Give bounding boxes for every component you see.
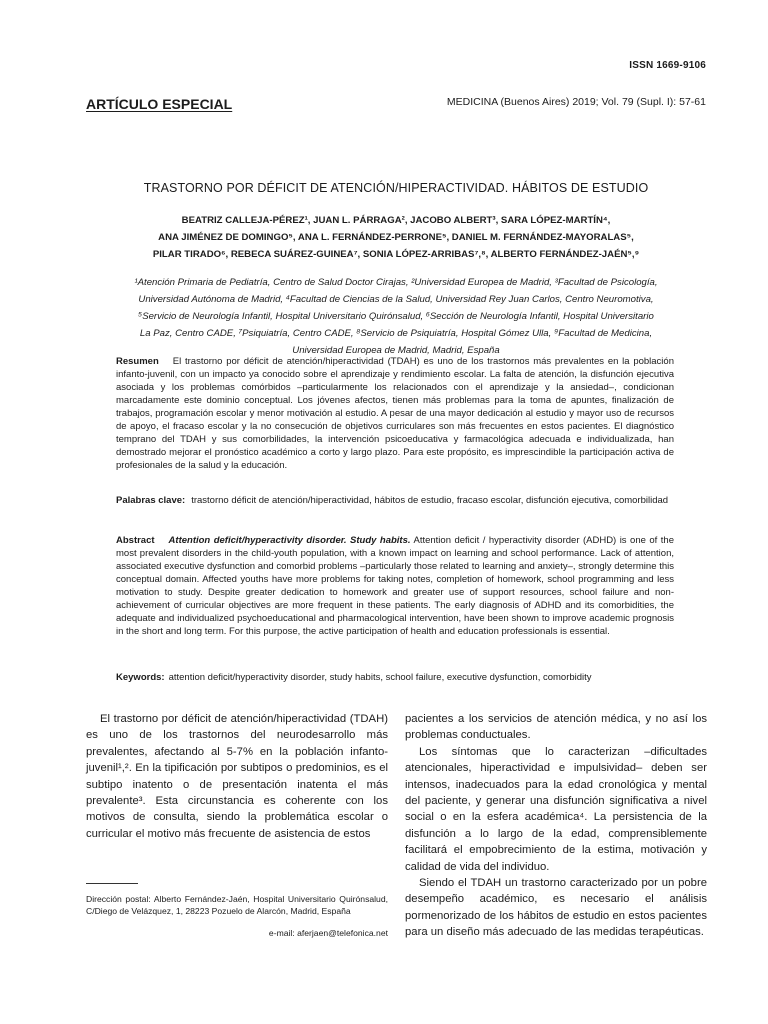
article-title: TRASTORNO POR DÉFICIT DE ATENCIÓN/HIPERACTIVIDAD. HÁBITOS DE ESTUDIO bbox=[143, 181, 649, 195]
resumen-text: El trastorno por déficit de atención/hiperactividad (TDAH) es uno de los trastornos más prevalentes en la población infanto-juvenil, con un impacto ya conocido sobre el aprendizaje y rendimiento escolar. La falta de atención, la disfunción ejecutiva asociada y los problemas comórbidos –particularmente los relacionados con el aprendizaje y la ansiedad–, condicionan marcadamente este dominio conceptual. Los jóvenes afectos, tienen más problemas para la toma de apuntes, finalización de trabajos, programación escolar y menor motivación al estudio. A pesar de una mayor dedicación al estudio y mayor uso de recursos de apoyo, el fracaso escolar y la no consecución de objetivos curriculares son más frecuentes en estos pacientes. El diagnóstico temprano del TDAH y sus comorbilidades, la intervención psicoeducativa y farmacológica adecuada e individualizada, han demostrado mejorar el pronóstico académico a corto y largo plazo. Para este propósito, es imprescindible la participación activa de profesionales de la salud y la educación. bbox=[116, 356, 674, 471]
author-list bbox=[86, 212, 706, 263]
abstract-block bbox=[116, 534, 674, 638]
palabras-clave-label: Palabras clave: bbox=[116, 495, 186, 506]
body-paragraph: Los síntomas que lo caracterizan –dificultades atencionales, hiperactividad e impulsividad– deben ser intensos, inadecuados para la edad cronológica y mental del paciente, y generar una disfunción significativa a nivel social o en la esfera académica⁴. La persistencia de la disfunción a lo largo de la edad, comprensiblemente facilitará el empobrecimiento de la estima, motivación y calidad de vida del individuo. bbox=[405, 745, 707, 873]
keywords-block bbox=[116, 671, 674, 684]
affiliation-line: La Paz, Centro CADE, ⁷Psiquiatría, Centro CADE, ⁸Servicio de Psiquiatría, Hospital Gómez Ulla, ⁹Facultad de Medicina, bbox=[139, 328, 653, 339]
body-column-right bbox=[405, 711, 707, 941]
abstract-label: Abstract bbox=[116, 535, 155, 546]
section-label: ARTÍCULO ESPECIAL bbox=[86, 96, 233, 112]
contact-email: e-mail: aferjaen@telefonica.net bbox=[268, 928, 388, 938]
author-line: BEATRIZ CALLEJA-PÉREZ¹, JUAN L. PÁRRAGA², JACOBO ALBERT³, SARA LÓPEZ-MARTÍN⁴, bbox=[181, 215, 611, 226]
body-paragraph: Siendo el TDAH un trastorno caracterizado por un pobre desempeño académico, es necesario el análisis pormenorizado de los hábitos de estudio en estos pacientes para un diseño más adecuado de las medidas terapéuticas. bbox=[405, 877, 707, 939]
palabras-clave-block bbox=[116, 494, 674, 507]
resumen-block bbox=[116, 355, 674, 472]
affiliations bbox=[86, 274, 706, 359]
body-paragraph: pacientes a los servicios de atención médica, y no así los problemas conductuales. bbox=[405, 713, 707, 742]
author-line: PILAR TIRADO⁶, REBECA SUÁREZ-GUINEA⁷, SONIA LÓPEZ-ARRIBAS⁷,⁸, ALBERTO FERNÁNDEZ-JAÉN⁵,⁹ bbox=[152, 249, 640, 260]
affiliation-line: ¹Atención Primaria de Pediatría, Centro de Salud Doctor Cirajas, ²Universidad Europea de Madrid, ³Facultad de Psicología, bbox=[134, 277, 658, 288]
resumen-label: Resumen bbox=[116, 356, 159, 367]
affiliation-line: Universidad Europea de Madrid, Madrid, España bbox=[292, 345, 500, 356]
affiliation-line: Universidad Autónoma de Madrid, ⁴Facultad de Ciencias de la Salud, Universidad Rey Juan Carlos, Centro Neuromotiva, bbox=[138, 294, 654, 305]
keywords-label: Keywords: bbox=[116, 672, 165, 683]
issn: ISSN 1669-9106 bbox=[629, 60, 706, 71]
abstract-text: Attention deficit / hyperactivity disorder (ADHD) is one of the most prevalent disorders in the child-youth population, with a known impact on learning and school performance. Lack of attention, associated executive dysfunction and comorbid problems –particularly those related to learning and anxiety–, strongly determine this conceptual domain. Affected youths have more problems for taking notes, completion of homework, school programming and less motivation to study. Despite greater dedication to homework and greater use of support resources, school failure and non-achievement of curricular objectives are more frequent in these patients. The early diagnosis of ADHD and its comorbidities, the adequate and individualized psychoeducational and pharmacological intervention, have been shown to improve academic prognosis in the short and long term. For this purpose, the active participation of health and education professionals is essential. bbox=[116, 535, 674, 637]
abstract-title: Attention deficit/hyperactivity disorder. Study habits. bbox=[168, 535, 411, 546]
body-paragraph: El trastorno por déficit de atención/hiperactividad (TDAH) es uno de los trastornos del neurodesarrollo más prevalentes, afectando al 5-7% en la población infanto-juvenil¹,². En la tipificación por subtipos o predominios, es el subtipo inatento o de presentación inatenta el más prevalente³. Esta circunstancia es coherente con los motivos de consulta, siendo la problemática escolar o curricular el motivo más frecuente de asistencia de estos bbox=[86, 713, 388, 840]
postal-address: Dirección postal: Alberto Fernández-Jaén, Hospital Universitario Quirónsalud, C/Diego de Velázquez, 1, 28223 Pozuelo de Alarcón, Madrid, España bbox=[86, 894, 388, 916]
footnote-divider bbox=[86, 883, 138, 884]
palabras-clave-text: trastorno déficit de atención/hiperactividad, hábitos de estudio, fracaso escolar, disfunción ejecutiva, comorbilidad bbox=[191, 495, 669, 506]
keywords-text: attention deficit/hyperactivity disorder, study habits, school failure, executive dysfunction, comorbidity bbox=[168, 672, 592, 683]
body-column-left bbox=[86, 711, 388, 842]
affiliation-line: ⁵Servicio de Neurología Infantil, Hospital Universitario Quirónsalud, ⁶Sección de Neurología Infantil, Hospital Universitario bbox=[138, 311, 654, 322]
author-line: ANA JIMÉNEZ DE DOMINGO⁵, ANA L. FERNÁNDEZ-PERRONE⁵, DANIEL M. FERNÁNDEZ-MAYORALAS⁵, bbox=[158, 232, 634, 243]
journal-citation: MEDICINA (Buenos Aires) 2019; Vol. 79 (Supl. I): 57-61 bbox=[446, 96, 706, 108]
